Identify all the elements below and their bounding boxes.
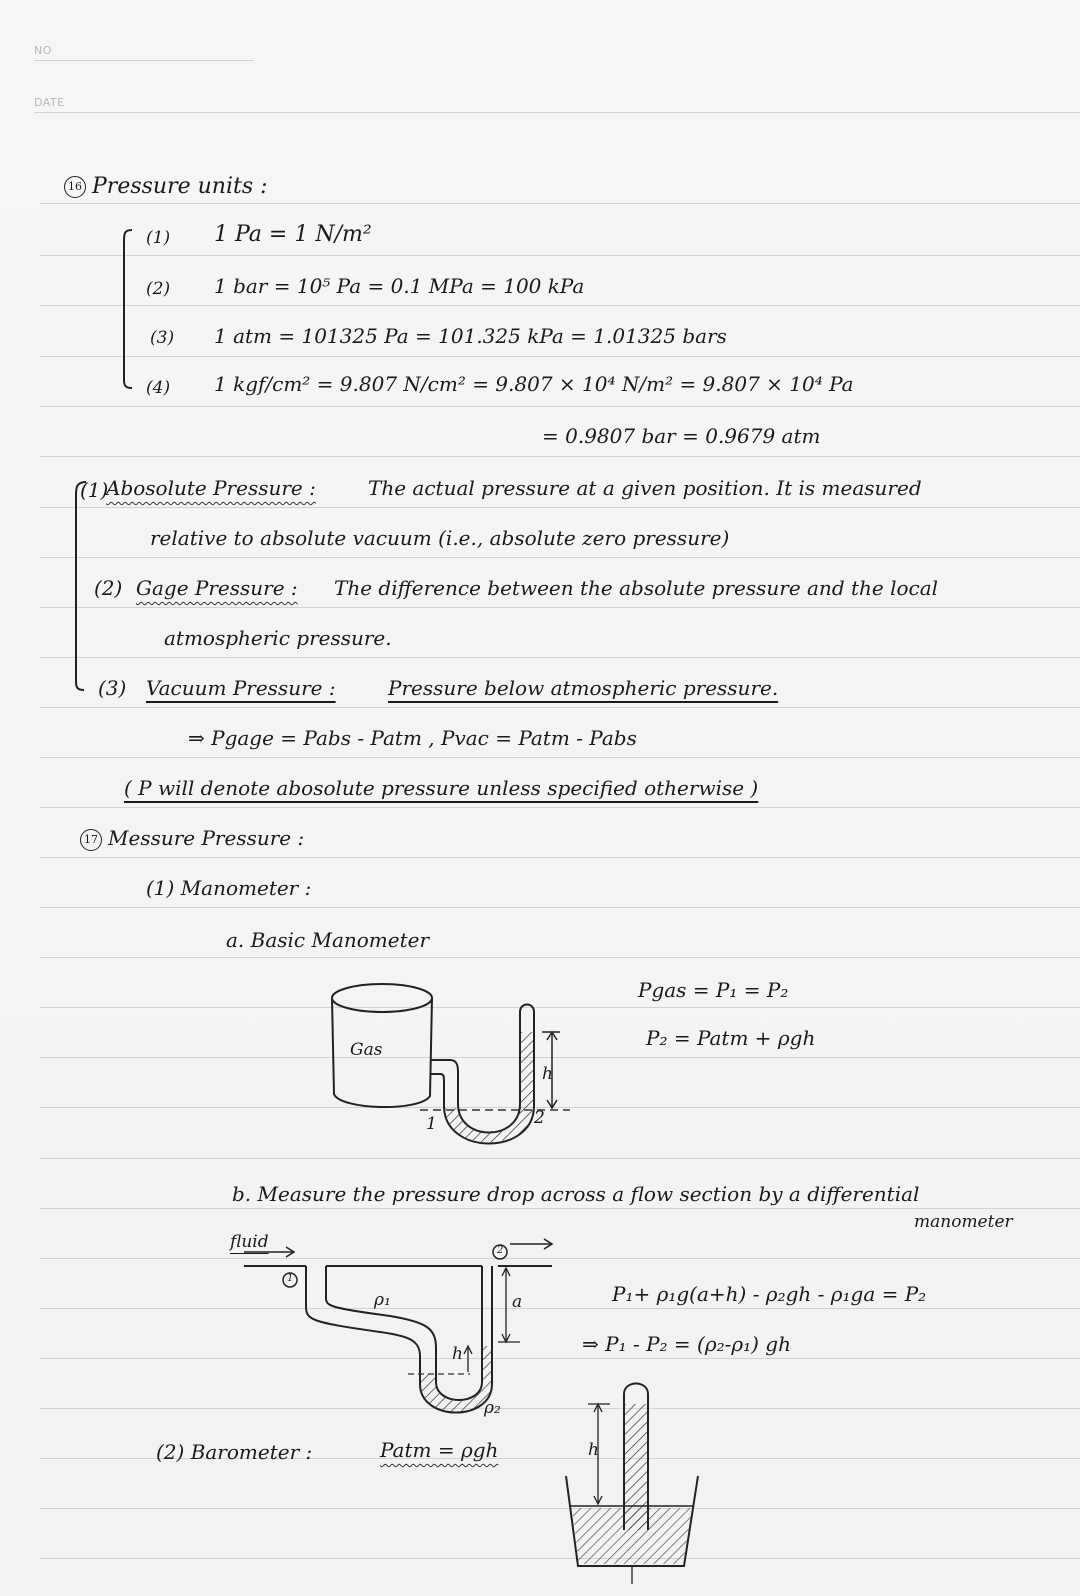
section-number-17: 17 — [80, 829, 102, 851]
pressure-note: ( P will denote abosolute pressure unless specified otherwise ) — [124, 776, 759, 800]
pressure-formula: ⇒ Pgage = Pabs - Patm , Pvac = Patm - Pabs — [188, 726, 637, 750]
rho1-label: ρ₁ — [374, 1290, 391, 1310]
differential-manometer-diagram — [230, 1236, 570, 1426]
unit-item-4-number: (4) — [146, 378, 171, 398]
gas-label: Gas — [350, 1040, 383, 1060]
unit-item-4-continuation: = 0.9807 bar = 0.9679 atm — [542, 424, 821, 448]
abs-number: (1) — [80, 478, 109, 502]
a-label: a — [512, 1292, 523, 1312]
vacuum-pressure-def: Pressure below atmospheric pressure. — [388, 676, 779, 700]
differential-eq-1: P₁+ ρ₁g(a+h) - ρ₂gh - ρ₁ga = P₂ — [612, 1282, 927, 1306]
point-1-label: 1 — [426, 1114, 437, 1134]
basic-manometer-diagram — [320, 976, 600, 1176]
unit-item-1-number: (1) — [146, 228, 171, 248]
left-brace-units — [116, 226, 136, 394]
point-2-circle-label: 2 — [497, 1245, 504, 1256]
differential-heading-cont: manometer — [914, 1212, 1013, 1232]
basic-manometer-heading: a. Basic Manometer — [226, 928, 430, 952]
unit-item-2-eq: 1 bar = 10⁵ Pa = 0.1 MPa = 100 kPa — [214, 274, 585, 298]
absolute-pressure-def-cont: relative to absolute vacuum (i.e., absolute zero pressure) — [150, 526, 730, 550]
rho2-label: ρ₂ — [484, 1398, 501, 1418]
unit-item-3-number: (3) — [150, 328, 175, 348]
manometer-heading: (1) Manometer : — [146, 876, 312, 900]
barometer-heading: (2) Barometer : — [156, 1440, 313, 1464]
point-2-label: 2 — [534, 1108, 545, 1128]
section-16-heading — [64, 174, 268, 199]
vacuum-pressure-term: Vacuum Pressure : — [146, 676, 336, 700]
no-label: NO — [34, 44, 52, 57]
basic-eq-1: Pgas = P₁ = P₂ — [638, 978, 789, 1002]
unit-item-2-number: (2) — [146, 279, 171, 299]
gage-pressure-def: The difference between the absolute pressure and the local — [334, 576, 939, 600]
section-number-16: 16 — [64, 176, 86, 198]
point-1-circle-label: 1 — [287, 1273, 294, 1284]
no-line — [34, 60, 254, 61]
section-17-heading — [80, 826, 304, 851]
gage-pressure-def-cont: atmospheric pressure. — [164, 626, 392, 650]
unit-item-4-eq: 1 kgf/cm² = 9.807 N/cm² = 9.807 × 10⁴ N/m² = 9.807 × 10⁴ Pa — [214, 372, 854, 396]
gage-pressure-term: Gage Pressure : — [136, 576, 298, 600]
absolute-pressure-term: Abosolute Pressure : — [106, 476, 316, 500]
measure-pressure-title: Messure Pressure : — [108, 826, 305, 850]
h-label-differential: h — [452, 1344, 463, 1364]
differential-eq-2: ⇒ P₁ - P₂ = (ρ₂-ρ₁) gh — [582, 1332, 791, 1356]
barometer-diagram — [560, 1380, 710, 1590]
h-label-barometer: h — [588, 1440, 599, 1460]
absolute-pressure-def: The actual pressure at a given position. It is measured — [368, 476, 922, 500]
fluid-label: fluid — [230, 1232, 269, 1252]
barometer-equation: Patm = ρgh — [380, 1438, 499, 1462]
pressure-units-title: Pressure units : — [92, 174, 268, 199]
h-label-basic: h — [542, 1064, 553, 1084]
unit-item-3-eq: 1 atm = 101325 Pa = 101.325 kPa = 1.01325 bars — [214, 324, 727, 348]
unit-item-1-eq: 1 Pa = 1 N/m² — [214, 222, 372, 247]
differential-heading: b. Measure the pressure drop across a flow section by a differential — [232, 1182, 920, 1206]
date-label: DATE — [34, 96, 65, 109]
gage-number: (2) — [94, 576, 123, 600]
date-line — [34, 112, 1080, 113]
left-brace-definitions — [68, 478, 88, 696]
vacuum-number: (3) — [98, 676, 127, 700]
basic-eq-2: P₂ = Patm + ρgh — [646, 1026, 816, 1050]
